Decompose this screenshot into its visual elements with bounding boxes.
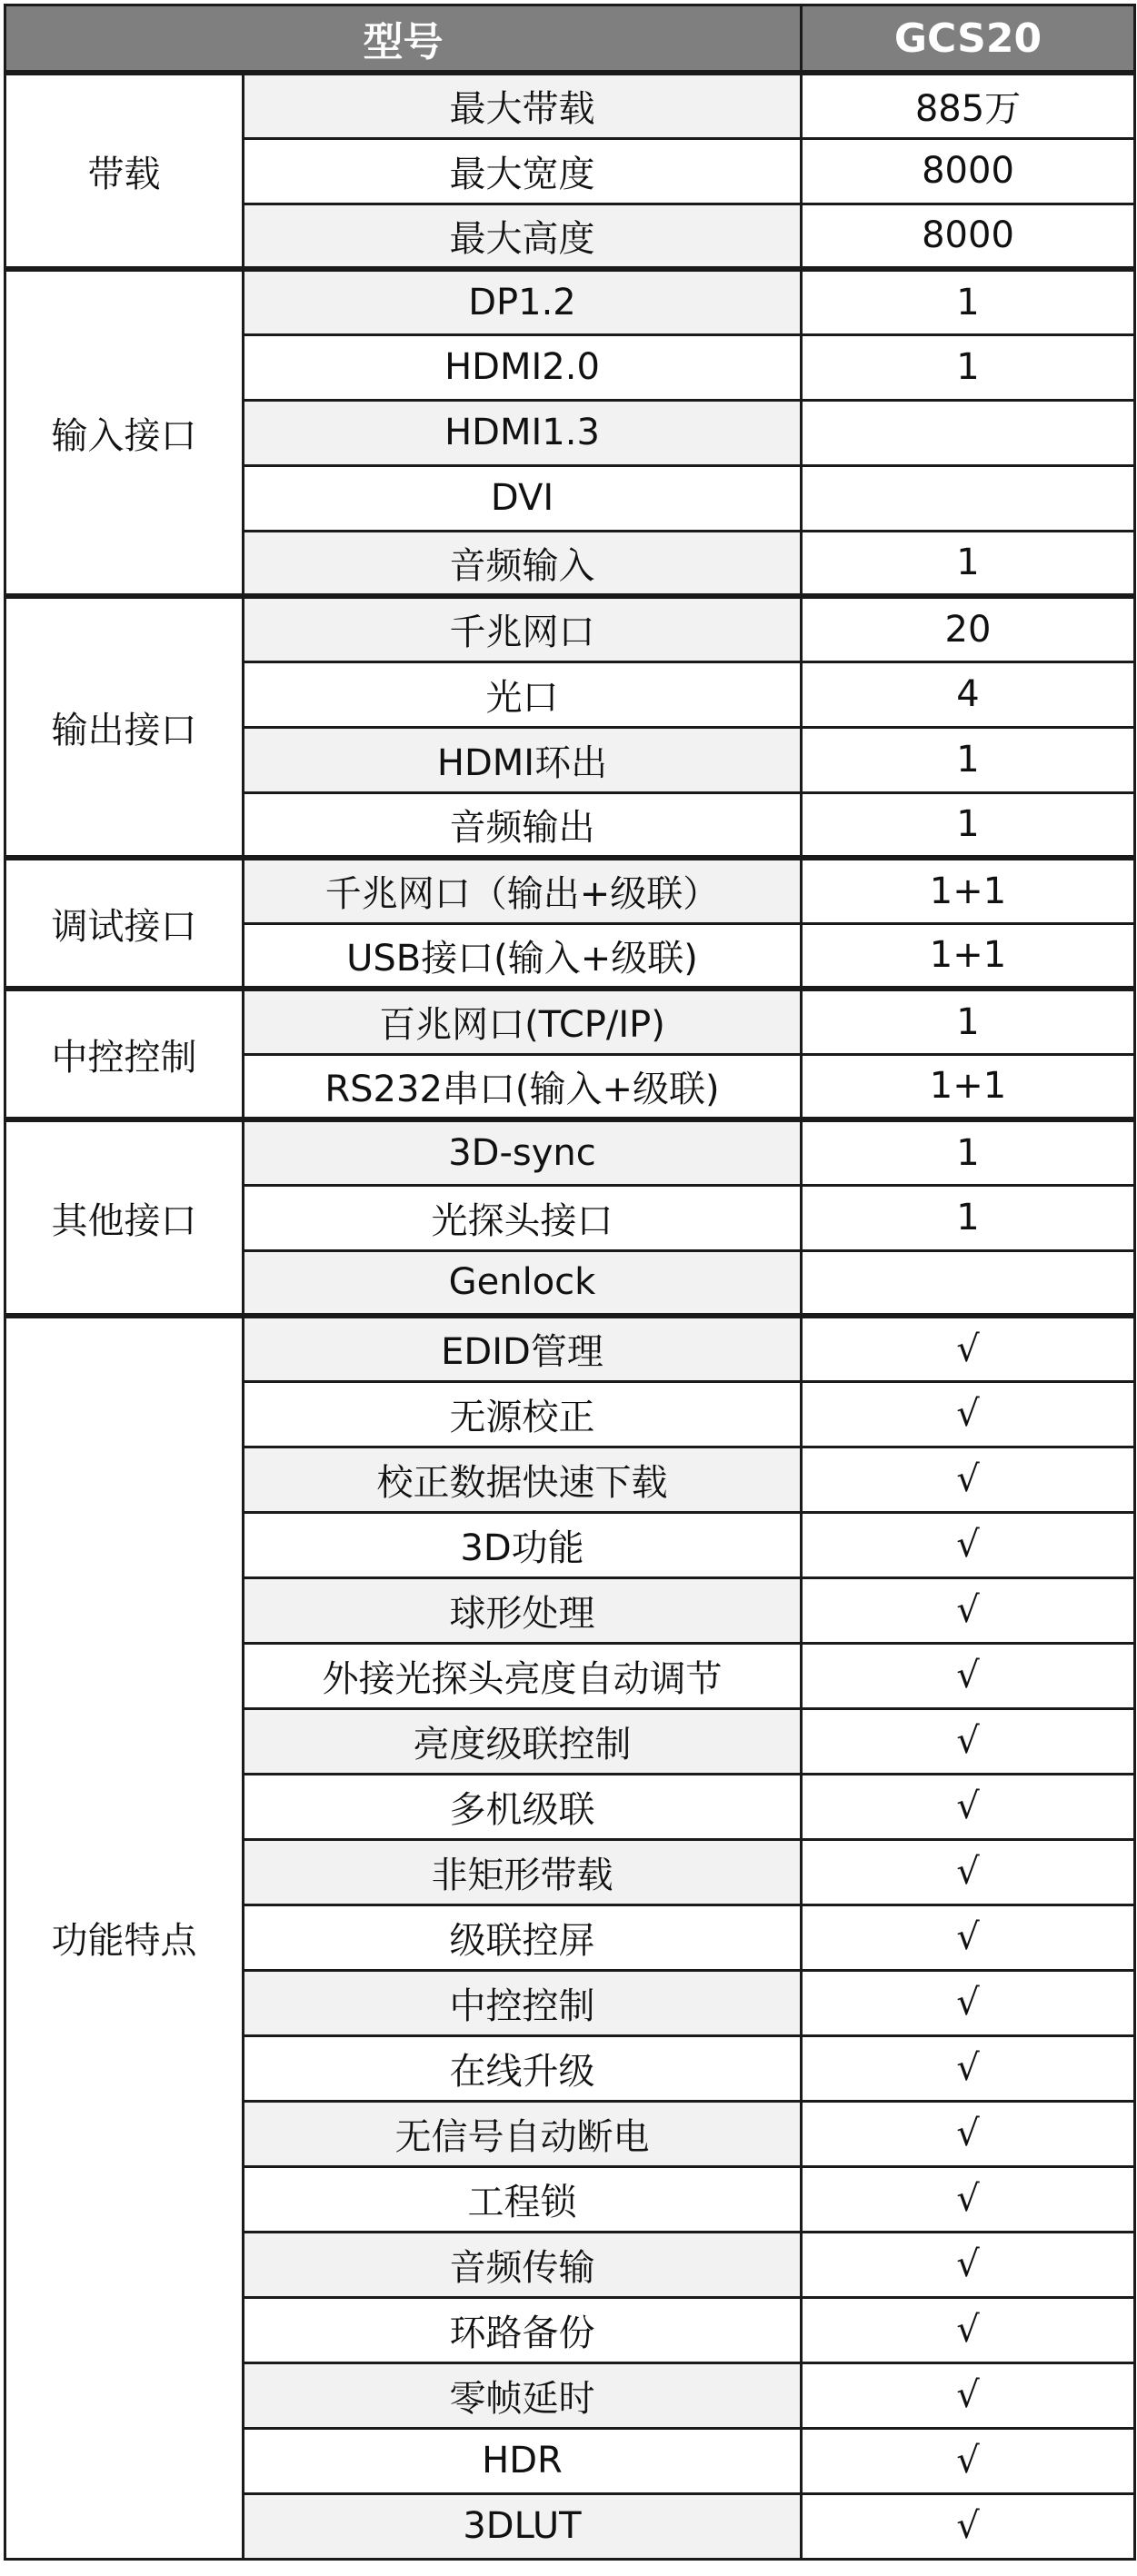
table-row	[5, 1316, 1135, 1381]
item-cell: 3DLUT	[244, 2493, 802, 2559]
group-label: 调试接口	[5, 858, 244, 989]
value-cell	[802, 465, 1135, 531]
value-cell: 1	[802, 1119, 1135, 1185]
item-cell: 工程锁	[244, 2166, 802, 2232]
value-cell: √	[802, 2362, 1135, 2428]
value-cell: √	[802, 1905, 1135, 1970]
value-cell: √	[802, 1970, 1135, 2035]
group-section	[5, 73, 1135, 269]
value-cell: √	[802, 1839, 1135, 1905]
value-cell	[802, 400, 1135, 465]
value-cell: √	[802, 2035, 1135, 2101]
value-cell: 1	[802, 531, 1135, 596]
item-cell: USB接口(输入+级联)	[244, 923, 802, 989]
item-cell: 多机级联	[244, 1774, 802, 1839]
value-cell: √	[802, 1316, 1135, 1381]
group-label: 其他接口	[5, 1119, 244, 1316]
table-header	[5, 5, 1135, 74]
spec-table	[4, 4, 1136, 2561]
group-section	[5, 269, 1135, 596]
value-cell: √	[802, 2166, 1135, 2232]
value-cell: 1	[802, 269, 1135, 334]
group-label: 中控控制	[5, 989, 244, 1119]
value-cell: √	[802, 1577, 1135, 1643]
item-cell: HDMI环出	[244, 727, 802, 792]
item-cell: HDMI1.3	[244, 400, 802, 465]
item-cell: 千兆网口（输出+级联）	[244, 858, 802, 923]
item-cell: 无源校正	[244, 1381, 802, 1447]
value-cell: √	[802, 2101, 1135, 2166]
item-cell: 音频传输	[244, 2232, 802, 2297]
value-cell: 1+1	[802, 1054, 1135, 1119]
item-cell: 音频输出	[244, 792, 802, 858]
item-cell: 在线升级	[244, 2035, 802, 2101]
item-cell: 最大高度	[244, 204, 802, 269]
value-cell: √	[802, 2493, 1135, 2559]
value-cell: 1	[802, 727, 1135, 792]
item-cell: 非矩形带载	[244, 1839, 802, 1905]
table-row	[5, 596, 1135, 661]
item-cell: 亮度级联控制	[244, 1708, 802, 1774]
item-cell: 中控控制	[244, 1970, 802, 2035]
value-cell: 20	[802, 596, 1135, 661]
model-value: GCS20	[802, 5, 1135, 74]
item-cell: HDR	[244, 2428, 802, 2493]
value-cell: 1	[802, 1185, 1135, 1250]
table-row	[5, 1119, 1135, 1185]
item-cell: HDMI2.0	[244, 334, 802, 400]
item-cell: 千兆网口	[244, 596, 802, 661]
value-cell: √	[802, 1447, 1135, 1512]
item-cell: 光探头接口	[244, 1185, 802, 1250]
value-cell: 1+1	[802, 858, 1135, 923]
value-cell: √	[802, 1774, 1135, 1839]
item-cell: 百兆网口(TCP/IP)	[244, 989, 802, 1054]
model-label: 型号	[5, 5, 802, 74]
item-cell: 3D-sync	[244, 1119, 802, 1185]
group-section	[5, 596, 1135, 858]
value-cell: 1	[802, 989, 1135, 1054]
value-cell: √	[802, 2428, 1135, 2493]
group-label: 输出接口	[5, 596, 244, 858]
item-cell: 级联控屏	[244, 1905, 802, 1970]
value-cell: 1	[802, 792, 1135, 858]
item-cell: 球形处理	[244, 1577, 802, 1643]
header-row	[5, 5, 1135, 74]
value-cell: 8000	[802, 204, 1135, 269]
value-cell: 8000	[802, 138, 1135, 204]
item-cell: 校正数据快速下载	[244, 1447, 802, 1512]
group-section	[5, 1119, 1135, 1316]
value-cell: 1	[802, 334, 1135, 400]
item-cell: 最大宽度	[244, 138, 802, 204]
item-cell: 外接光探头亮度自动调节	[244, 1643, 802, 1708]
group-section	[5, 989, 1135, 1119]
table-row	[5, 858, 1135, 923]
table-row	[5, 989, 1135, 1054]
group-label: 功能特点	[5, 1316, 244, 2559]
value-cell	[802, 1250, 1135, 1316]
item-cell: 无信号自动断电	[244, 2101, 802, 2166]
group-section	[5, 858, 1135, 989]
value-cell: √	[802, 1381, 1135, 1447]
table-row	[5, 73, 1135, 138]
value-cell: √	[802, 2297, 1135, 2362]
item-cell: Genlock	[244, 1250, 802, 1316]
item-cell: DVI	[244, 465, 802, 531]
item-cell: 3D功能	[244, 1512, 802, 1577]
group-label: 带载	[5, 73, 244, 269]
value-cell: 4	[802, 661, 1135, 727]
value-cell: √	[802, 2232, 1135, 2297]
group-section	[5, 1316, 1135, 2559]
value-cell: √	[802, 1708, 1135, 1774]
table-row	[5, 269, 1135, 334]
value-cell: √	[802, 1643, 1135, 1708]
item-cell: 音频输入	[244, 531, 802, 596]
item-cell: RS232串口(输入+级联)	[244, 1054, 802, 1119]
item-cell: 最大带载	[244, 73, 802, 138]
value-cell: 885万	[802, 73, 1135, 138]
value-cell: 1+1	[802, 923, 1135, 989]
item-cell: DP1.2	[244, 269, 802, 334]
item-cell: 环路备份	[244, 2297, 802, 2362]
value-cell: √	[802, 1512, 1135, 1577]
item-cell: 零帧延时	[244, 2362, 802, 2428]
item-cell: EDID管理	[244, 1316, 802, 1381]
group-label: 输入接口	[5, 269, 244, 596]
item-cell: 光口	[244, 661, 802, 727]
